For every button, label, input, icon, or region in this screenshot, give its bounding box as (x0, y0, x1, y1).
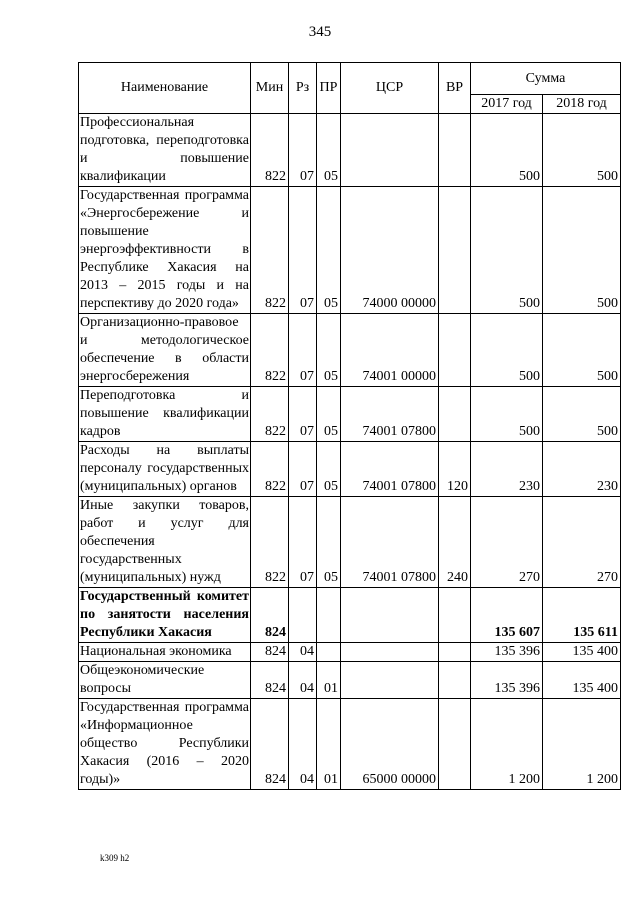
cell-sum-2017: 500 (471, 187, 543, 314)
cell-rz: 07 (289, 314, 317, 387)
cell-rz: 07 (289, 187, 317, 314)
cell-sum-2018: 135 400 (543, 643, 621, 662)
cell-sum-2018: 135 611 (543, 588, 621, 643)
cell-min: 822 (251, 442, 289, 497)
cell-pr (317, 643, 341, 662)
cell-vr (439, 187, 471, 314)
cell-pr: 05 (317, 497, 341, 588)
cell-sum-2018: 1 200 (543, 699, 621, 790)
cell-min: 824 (251, 588, 289, 643)
cell-csr (341, 588, 439, 643)
cell-sum-2018: 500 (543, 387, 621, 442)
cell-csr (341, 643, 439, 662)
cell-csr: 65000 00000 (341, 699, 439, 790)
cell-pr: 01 (317, 699, 341, 790)
cell-csr: 74001 07800 (341, 387, 439, 442)
cell-sum-2017: 135 607 (471, 588, 543, 643)
cell-vr (439, 588, 471, 643)
cell-sum-2017: 500 (471, 114, 543, 187)
cell-rz: 07 (289, 442, 317, 497)
cell-rz: 04 (289, 643, 317, 662)
cell-pr: 05 (317, 442, 341, 497)
cell-sum-2017: 270 (471, 497, 543, 588)
cell-name: Иные закупки товаров, работ и услуг для обеспечения государственных (муниципальных) нужд (79, 497, 251, 588)
header-sum: Сумма (471, 63, 621, 95)
cell-sum-2018: 500 (543, 114, 621, 187)
table-row (79, 442, 621, 497)
table-row (79, 387, 621, 442)
cell-min: 822 (251, 387, 289, 442)
cell-rz: 07 (289, 387, 317, 442)
table-body (79, 114, 621, 790)
cell-rz (289, 588, 317, 643)
cell-min: 824 (251, 699, 289, 790)
cell-sum-2017: 230 (471, 442, 543, 497)
cell-name: Государственная программа «Энергосбережение и повышение энергоэффективности в Республике Хакасия на 2013 – 2015 годы и на перспективу до 2020 года» (79, 187, 251, 314)
header-min: Мин (251, 63, 289, 114)
header-pr: ПР (317, 63, 341, 114)
table-row (79, 699, 621, 790)
page-number: 345 (308, 24, 332, 40)
header-year-2018: 2018 год (543, 95, 621, 114)
table-row (79, 643, 621, 662)
cell-csr (341, 114, 439, 187)
cell-vr: 240 (439, 497, 471, 588)
cell-min: 824 (251, 662, 289, 699)
cell-min: 822 (251, 114, 289, 187)
cell-name: Государственный комитет по занятости населения Республики Хакасия (79, 588, 251, 643)
cell-name: Переподготовка и повышение квалификации кадров (79, 387, 251, 442)
cell-pr: 05 (317, 314, 341, 387)
cell-sum-2017: 500 (471, 314, 543, 387)
cell-name: Общеэкономические вопросы (79, 662, 251, 699)
table-row (79, 187, 621, 314)
cell-pr: 05 (317, 187, 341, 314)
header-rz: Рз (289, 63, 317, 114)
cell-sum-2017: 135 396 (471, 643, 543, 662)
cell-sum-2017: 1 200 (471, 699, 543, 790)
cell-vr (439, 314, 471, 387)
cell-csr (341, 662, 439, 699)
cell-min: 822 (251, 314, 289, 387)
table-row (79, 588, 621, 643)
table-row (79, 497, 621, 588)
table-row (79, 114, 621, 187)
cell-name: Профессиональная подготовка, переподготовка и повышение квалификации (79, 114, 251, 187)
footer-code: k309 h2 (100, 853, 130, 863)
cell-vr: 120 (439, 442, 471, 497)
cell-sum-2017: 500 (471, 387, 543, 442)
header-year-2017: 2017 год (471, 95, 543, 114)
cell-vr (439, 114, 471, 187)
cell-vr (439, 699, 471, 790)
cell-vr (439, 662, 471, 699)
header-name: Наименование (79, 63, 251, 114)
cell-csr: 74000 00000 (341, 187, 439, 314)
budget-table (78, 62, 621, 790)
cell-csr: 74001 07800 (341, 442, 439, 497)
header-vr: ВР (439, 63, 471, 114)
cell-min: 822 (251, 187, 289, 314)
cell-rz: 04 (289, 699, 317, 790)
cell-sum-2018: 500 (543, 187, 621, 314)
cell-rz: 07 (289, 497, 317, 588)
cell-rz: 04 (289, 662, 317, 699)
cell-pr: 05 (317, 387, 341, 442)
cell-vr (439, 387, 471, 442)
header-csr: ЦСР (341, 63, 439, 114)
cell-name: Организационно-правовое и методологическое обеспечение в области энергосбережения (79, 314, 251, 387)
cell-min: 822 (251, 497, 289, 588)
cell-csr: 74001 00000 (341, 314, 439, 387)
table-row (79, 662, 621, 699)
cell-pr: 05 (317, 114, 341, 187)
cell-sum-2018: 135 400 (543, 662, 621, 699)
cell-name: Государственная программа «Информационное общество Республики Хакасия (2016 – 2020 годы)» (79, 699, 251, 790)
cell-name: Расходы на выплаты персоналу государственных (муниципальных) органов (79, 442, 251, 497)
cell-sum-2018: 270 (543, 497, 621, 588)
cell-min: 824 (251, 643, 289, 662)
cell-vr (439, 643, 471, 662)
cell-pr: 01 (317, 662, 341, 699)
cell-csr: 74001 07800 (341, 497, 439, 588)
cell-sum-2018: 230 (543, 442, 621, 497)
cell-sum-2018: 500 (543, 314, 621, 387)
cell-pr (317, 588, 341, 643)
table-row (79, 314, 621, 387)
cell-sum-2017: 135 396 (471, 662, 543, 699)
cell-rz: 07 (289, 114, 317, 187)
cell-name: Национальная экономика (79, 643, 251, 662)
